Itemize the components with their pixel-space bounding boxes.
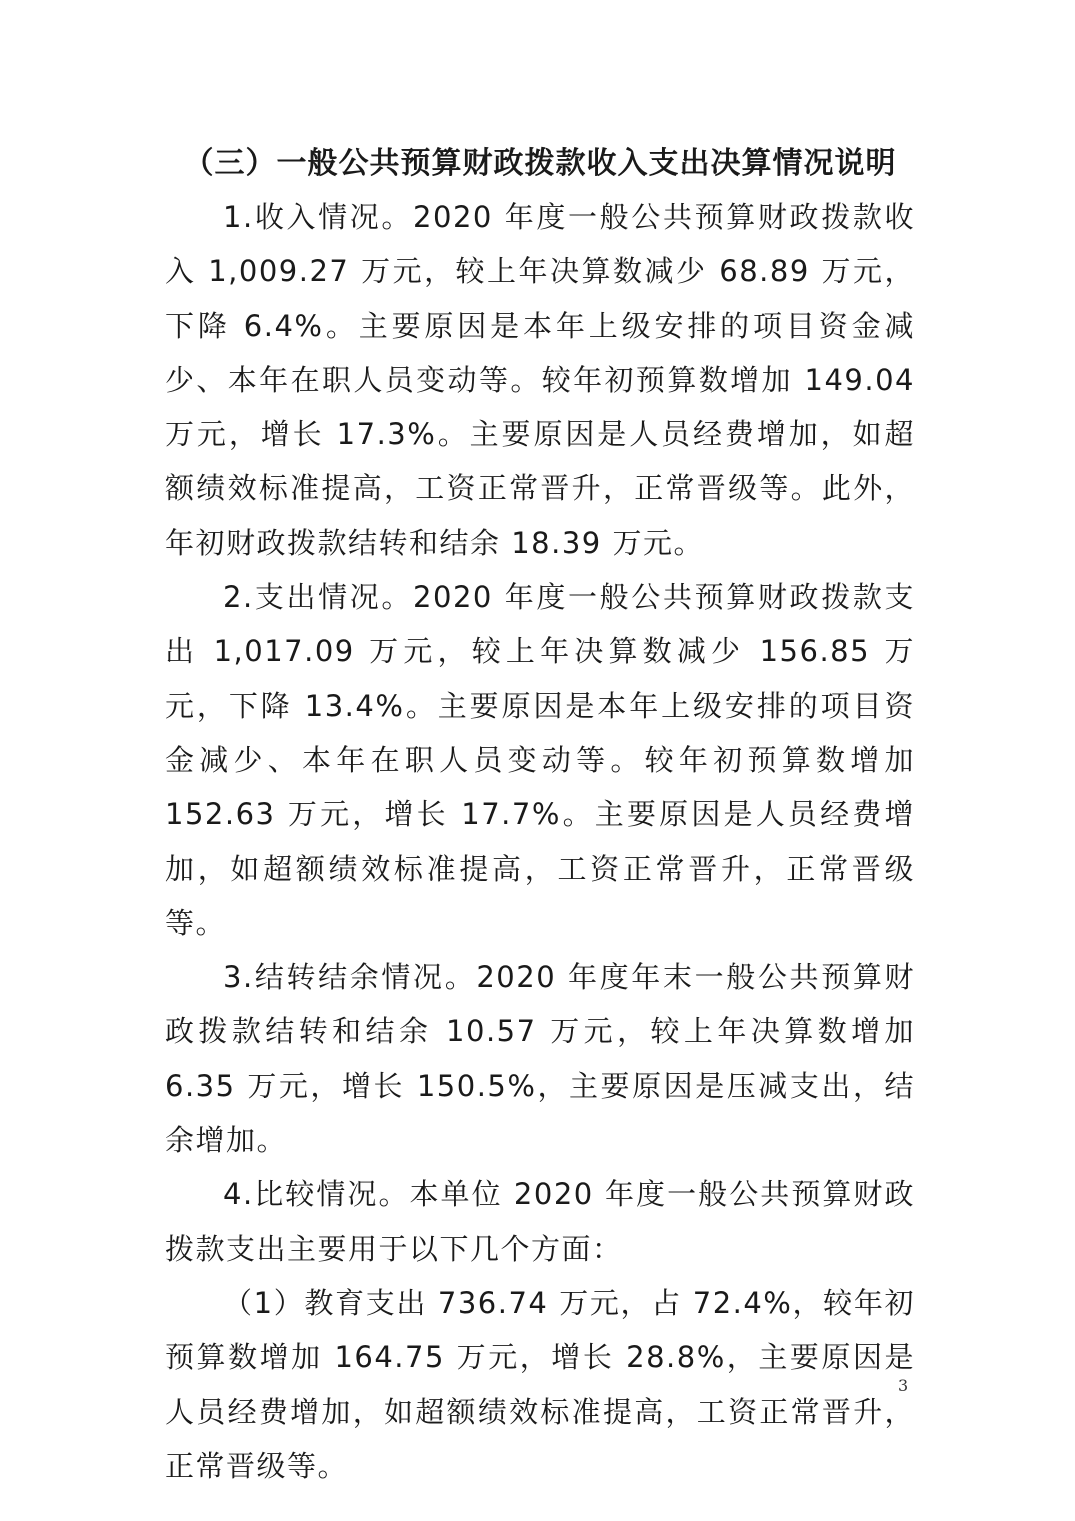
paragraph-expenditure: 2.支出情况。2020 年度一般公共预算财政拨款支出 1,017.09 万元，较上年决算数减少 156.85 万元，下降 13.4%。主要原因是本年上级安排的项目资金减少、本年在职人员变动等。较年初预算数增加 152.63 万元，增长 17.7%。主要原因是人员经费增加，如超额绩效标准提高，工资正常晋升，正常晋级等。	[165, 580, 915, 940]
section-heading: （三）一般公共预算财政拨款收入支出决算情况说明	[183, 146, 897, 181]
page-number: 3	[898, 1376, 909, 1395]
body-text	[165, 190, 915, 1493]
paragraph-carryover: 3.结转结余情况。2020 年度年末一般公共预算财政拨款结转和结余 10.57 万元，较上年决算数增加 6.35 万元，增长 150.5%，主要原因是压减支出，结余增加。	[165, 960, 915, 1158]
paragraph-income: 1.收入情况。2020 年度一般公共预算财政拨款收入 1,009.27 万元，较上年决算数减少 68.89 万元，下降 6.4%。主要原因是本年上级安排的项目资金减少、本年在职人员变动等。较年初预算数增加 149.04 万元，增长 17.3%。主要原因是人员经费增加，如超额绩效标准提高，工资正常晋升，正常晋级等。此外，年初财政拨款结转和结余 18.39 万元。	[165, 200, 915, 560]
paragraph-education-expenditure: （1）教育支出 736.74 万元，占 72.4%，较年初预算数增加 164.75 万元，增长 28.8%，主要原因是人员经费增加，如超额绩效标准提高，工资正常晋升，正常晋级等。	[165, 1285, 915, 1483]
paragraph-comparison: 4.比较情况。本单位 2020 年度一般公共预算财政拨款支出主要用于以下几个方面：	[165, 1177, 915, 1266]
